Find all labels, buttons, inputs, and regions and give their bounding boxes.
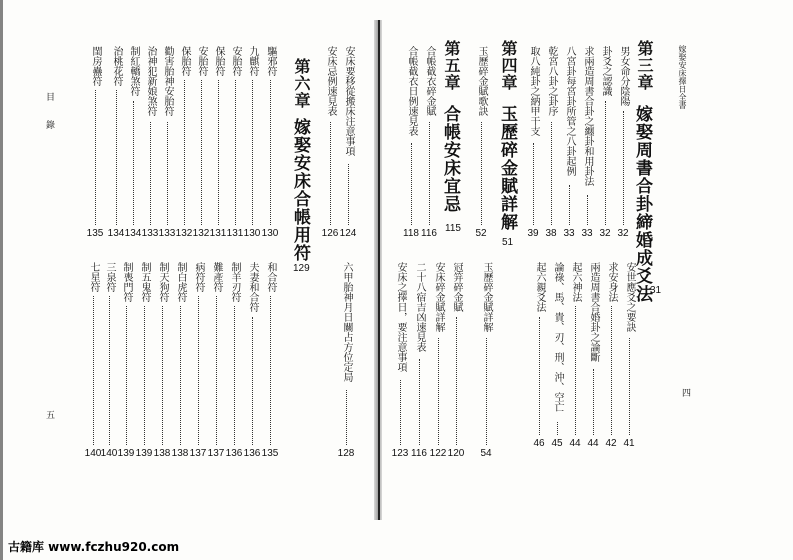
toc-entry-title: 難產符 (211, 262, 222, 292)
toc-entry-page: 135 (86, 228, 104, 239)
toc-entry-title: 玉歷碎金賦歌訣 (476, 46, 487, 116)
toc-entry-page: 123 (391, 448, 409, 459)
toc-entry-page: 33 (563, 228, 575, 239)
chapter-5-page: 115 (445, 223, 461, 234)
leader-dots (569, 185, 570, 226)
toc-entry-page: 44 (569, 438, 581, 449)
leader-dots (587, 195, 588, 225)
toc-entry-page: 140 (100, 448, 118, 459)
running-head: 嫁娶安床擇日全書 (678, 45, 687, 109)
leader-dots (144, 306, 145, 445)
leader-dots (486, 338, 487, 446)
toc-entry-title: 勸害胎神安胎符 (162, 46, 173, 116)
toc-entry-page: 133 (158, 228, 176, 239)
toc-entry-page: 136 (225, 448, 243, 459)
chapter-6-page: 129 (293, 263, 310, 274)
toc-entry-title: 起六神法 (570, 262, 581, 302)
toc-entry-title: 夫妻和合符 (247, 262, 258, 312)
leader-dots (551, 122, 552, 226)
leader-dots (201, 80, 202, 226)
leader-dots (167, 122, 168, 226)
toc-entry-page: 54 (480, 448, 492, 459)
toc-entry-page: 132 (175, 228, 193, 239)
leader-dots (126, 306, 127, 445)
toc-entry-title: 玉歷碎金賦詳解 (481, 262, 492, 332)
toc-entry-page: 132 (192, 228, 210, 239)
toc-entry-title: 安床碎金賦詳解 (433, 262, 444, 332)
leader-dots (481, 122, 482, 226)
toc-entry-title: 安胎符 (230, 46, 241, 76)
chapter-5-title: 合帳安床宜忌 (440, 105, 460, 213)
leader-dots (198, 296, 199, 446)
leader-dots (116, 90, 117, 225)
toc-entry-title: 八宮卦每宮卦所管之八卦起例 (564, 46, 575, 176)
toc-entry-title: 安床之擇日，要注意事項 (395, 262, 406, 372)
toc-entry-page: 52 (475, 228, 487, 239)
toc-entry-page: 33 (581, 228, 593, 239)
leader-dots (252, 317, 253, 446)
leader-dots (438, 338, 439, 446)
leader-dots (252, 80, 253, 226)
toc-entry-page: 139 (117, 448, 135, 459)
toc-entry-title: 起六親爻法 (534, 262, 545, 312)
toc-entry-page: 41 (623, 438, 635, 449)
leader-dots (575, 306, 576, 435)
toc-entry-page: 116 (421, 228, 437, 239)
leader-dots (150, 122, 151, 226)
toc-entry-page: 136 (243, 448, 261, 459)
leader-dots (234, 306, 235, 445)
chapter-4-title: 玉歷碎金賦詳解 (497, 105, 517, 231)
toc-entry-title: 和合符 (265, 262, 276, 292)
toc-entry-page: 45 (551, 438, 563, 449)
toc-entry-title: 卦爻之認識 (600, 46, 611, 96)
toc-entry-page: 137 (207, 448, 225, 459)
toc-entry-title: 制羊刃符 (229, 262, 240, 302)
toc-entry-title: 九麒符 (247, 46, 258, 76)
toc-entry-page: 122 (429, 448, 447, 459)
toc-entry-title: 合帳截衣日例速見表 (406, 46, 417, 136)
toc-entry-title: 病符符 (193, 262, 204, 292)
chapter-4-page: 51 (502, 237, 514, 248)
toc-entry-title: 保胎符 (179, 46, 190, 76)
leader-dots (235, 80, 236, 226)
toc-entry-title: 合帳截衣碎金賦 (424, 46, 435, 116)
toc-entry-page: 118 (403, 228, 419, 239)
toc-entry-page: 46 (533, 438, 545, 449)
toc-entry-page: 130 (243, 228, 261, 239)
leader-dots (611, 306, 612, 435)
toc-entry-page: 32 (617, 228, 629, 239)
toc-entry-title: 求安身法 (606, 262, 617, 302)
toc-entry-page: 138 (171, 448, 189, 459)
right-folio: 四 (680, 388, 690, 397)
leader-dots (456, 317, 457, 446)
toc-entry-title: 論祿、馬、貴、刃、刑、沖、空亡 (552, 262, 563, 412)
leader-dots (411, 143, 412, 226)
toc-entry-title: 制喪門符 (121, 262, 132, 302)
toc-entry-page: 120 (447, 448, 465, 459)
toc-entry-page: 124 (339, 228, 357, 239)
leader-dots (605, 101, 606, 226)
leader-dots (270, 80, 271, 226)
leader-dots (162, 306, 163, 445)
margin-mu: 目 (44, 92, 54, 101)
toc-entry-title: 安床忌例速見表 (325, 46, 336, 116)
leader-dots (419, 359, 420, 446)
leader-dots (346, 390, 347, 445)
leader-dots (557, 422, 558, 436)
toc-entry-title: 兩造周書合婚卦之論斷 (588, 262, 599, 362)
toc-entry-page: 42 (605, 438, 617, 449)
toc-entry-page: 44 (587, 438, 599, 449)
toc-entry-page: 139 (135, 448, 153, 459)
page-edge (0, 0, 3, 560)
toc-entry-page: 138 (153, 448, 171, 459)
leader-dots (400, 380, 401, 446)
leader-dots (93, 296, 94, 446)
toc-entry-title: 保胎符 (213, 46, 224, 76)
leader-dots (330, 122, 331, 226)
toc-entry-page: 134 (107, 228, 125, 239)
watermark-footer: 古籍库 www.fczhu920.com (8, 540, 180, 554)
chapter-5-label: 第五章 (442, 40, 461, 91)
leader-dots (133, 101, 134, 226)
leader-dots (180, 306, 181, 445)
toc-entry-page: 135 (261, 448, 279, 459)
toc-entry-title: 驅邪符 (265, 46, 276, 76)
toc-entry-title: 制紅轎煞符 (128, 46, 139, 96)
leader-dots (629, 338, 630, 436)
toc-entry-title: 取八純卦之納甲干支 (528, 46, 539, 136)
toc-entry-title: 治桃花符 (111, 46, 122, 86)
leader-dots (109, 296, 110, 446)
leader-dots (184, 80, 185, 226)
toc-entry-title: 制天狗符 (157, 262, 168, 302)
toc-entry-title: 六甲胎神月日關占方位定局 (341, 262, 352, 382)
leader-dots (593, 369, 594, 435)
toc-entry-page: 126 (321, 228, 339, 239)
toc-entry-title: 乾宮八卦之卦序 (546, 46, 557, 116)
chapter-6-title: 嫁娶安床合帳用符 (290, 118, 310, 262)
toc-entry-title: 安世應爻之要訣 (624, 262, 635, 332)
chapter-3-title: 嫁娶周書合卦締婚成爻法 (632, 105, 652, 303)
toc-entry-title: 三泉符 (104, 262, 115, 292)
leader-dots (623, 111, 624, 225)
leader-dots (533, 143, 534, 226)
toc-entry-page: 130 (261, 228, 279, 239)
leader-dots (348, 164, 349, 226)
toc-entry-title: 求兩造周書合卦之纏卦和用卦法 (582, 46, 593, 186)
toc-entry-page: 140 (84, 448, 102, 459)
left-folio: 五 (44, 410, 54, 419)
toc-entry-title: 治神犯新娘煞符 (145, 46, 156, 116)
chapter-3-page: 31 (650, 285, 662, 296)
toc-entry-page: 133 (141, 228, 159, 239)
toc-entry-title: 制五鬼符 (139, 262, 150, 302)
toc-entry-title: 制白虎符 (175, 262, 186, 302)
toc-entry-page: 137 (189, 448, 207, 459)
toc-entry-page: 38 (545, 228, 557, 239)
toc-entry-page: 134 (124, 228, 142, 239)
leader-dots (218, 80, 219, 226)
chapter-4-label: 第四章 (499, 40, 518, 91)
toc-entry-title: 閨房蠱符 (90, 46, 101, 86)
toc-entry-page: 128 (337, 448, 355, 459)
toc-entry-title: 七星符 (88, 262, 99, 292)
toc-entry-title: 男女命分陰陽 (618, 46, 629, 106)
toc-entry-page: 32 (599, 228, 611, 239)
toc-entry-title: 安床要移從搬床注意事項 (343, 46, 354, 156)
leader-dots (429, 122, 430, 226)
chapter-6-label: 第六章 (292, 58, 311, 109)
chapter-3-label: 第三章 (635, 40, 654, 91)
toc-entry-page: 131 (209, 228, 227, 239)
toc-entry-title: 冠笄碎金賦 (451, 262, 462, 312)
toc-entry-title: 二十八宿吉凶速見表 (414, 262, 425, 352)
toc-entry-title: 安胎符 (196, 46, 207, 76)
leader-dots (539, 317, 540, 436)
leader-dots (270, 296, 271, 446)
toc-entry-page: 39 (527, 228, 539, 239)
leader-dots (216, 296, 217, 446)
gutter-line (378, 20, 380, 520)
toc-entry-page: 131 (226, 228, 244, 239)
margin-lu: 錄 (44, 120, 54, 129)
toc-entry-page: 116 (411, 448, 427, 459)
leader-dots (95, 90, 96, 225)
